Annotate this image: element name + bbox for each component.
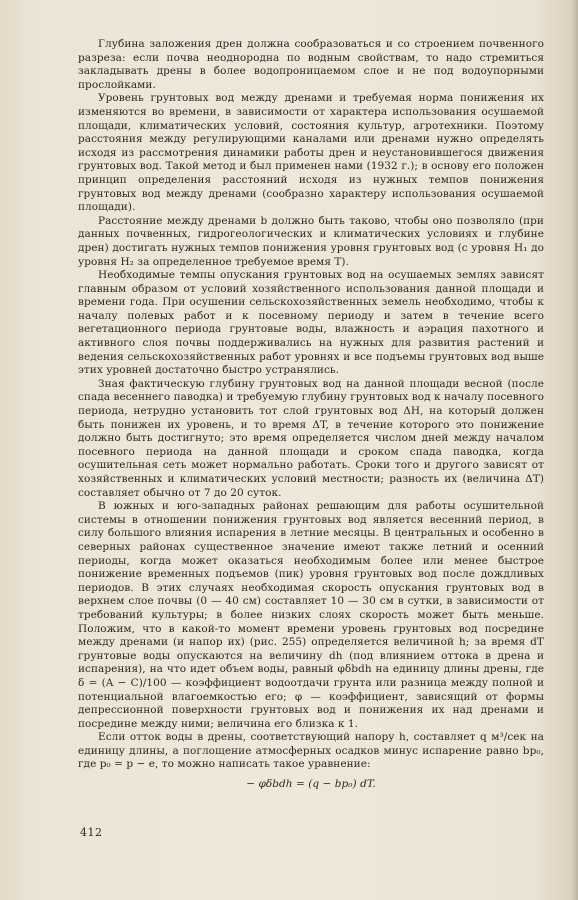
equation: − φδbdh = (q − bp₀) dT.: [246, 778, 376, 791]
page-body: [78, 38, 544, 792]
paragraph: Глубина заложения дрен должна сообразоваться и со строением почвенного разреза: если почва неоднородна по водным свойствам, то надо стремиться закладывать дрены в более водопроницаемом слое и не под водоупорными прослойками.: [78, 38, 544, 91]
paragraph: Зная фактическую глубину грунтовых вод на данной площади весной (после спада весеннего паводка) и требуемую глубину грунтовых вод к началу посевного периода, нетрудно установить тот слой грунтовых вод ΔH, на который должен быть понижен их уровень, и то время ΔT, в течение которого это понижение должно быть достигнуто; это время определяется числом дней между началом посевного периода на данной площади и сроком спада паводка, когда осушительная сеть может нормально работать. Сроки того и другого зависят от хозяйственных и климатических условий местности; разность их (величина ΔT) составляет обычно от 7 до 20 суток.: [78, 377, 544, 499]
page-edge-shadow: [570, 0, 578, 900]
paragraph: В южных и юго-западных районах решающим для работы осушительной системы в отношении понижения грунтовых вод является весенний период, в силу большого влияния испарения в летние месяцы. В центральных и особенно в северных районах существенное значение имеют также летний и осенний периоды, когда может оказаться необходимым более или менее быстрое понижение временных подъемов (пик) уровня грунтовых вод после дождливых периодов. В этих случаях необходимая скорость опускания грунтовых вод в верхнем слое почвы (0 — 40 см) составляет 10 — 30 см в сутки, в зависимости от требований культуры; в более низких слоях скорость может быть меньше. Положим, что в какой-то момент времени уровень грунтовых вод посредине между дренами (и напор их) (рис. 255) определяется величиной h; за время dT грунтовые воды опускаются на величину dh (под влиянием оттока в дрена и испарения), на что идет объем воды, равный φδbdh на единицу длины дрены, где δ = (A − C)/100 — коэффициент водоотдачи грунта или разница между полной и потенциальной влагоемкостью его; φ — коэффициент, зависящий от формы депрессионной поверхности грунтовых вод и понижения их над дренами и посредине между ними; величина его близка к 1.: [78, 500, 544, 730]
paragraph: Если отток воды в дрены, соответствующий напору h, составляет q м³/сек на единицу длины, а поглощение атмосферных осадков минус испарение равно bp₀, где p₀ = p − e, то можно написать такое уравнение:: [78, 731, 544, 771]
paragraph: Расстояние между дренами b должно быть таково, чтобы оно позволяло (при данных почвенных, гидрогеологических и климатических условиях и глубине дрен) достигать нужных темпов понижения уровня грунтовых вод (с уровня H₁ до уровня H₂ за определенное требуемое время T).: [78, 214, 544, 268]
page-number: 412: [80, 826, 103, 839]
paragraph: Необходимые темпы опускания грунтовых вод на осушаемых землях зависят главным образом от условий хозяйственного использования данной площади и времени года. При осушении сельскохозяйственных земель необходимо, чтобы к началу полевых работ и к посевному периоду и затем в течение всего вегетационного периода грунтовые воды, влажность и аэрация пахотного и активного слоя почвы поддерживались на нужных для развития растений и ведения сельскохозяйственных работ уровнях и все подъемы грунтовых вод выше этих уровней достаточно быстро устранялись.: [78, 269, 544, 377]
paragraph: Уровень грунтовых вод между дренами и требуемая норма понижения их изменяются во времени, в зависимости от характера использования осушаемой площади, климатических условий, состояния культур, агротехники. Поэтому расстояния между регулирующими каналами или дренами нужно определять исходя из рассмотрения динамики работы дрен и неустановившегося движения грунтовых вод. Такой метод и был применен нами (1932 г.); в основу его положен принцип определения расстояний исходя из нужных темпов понижения грунтовых вод между дренами (сообразно характеру использования осушаемой площади).: [78, 92, 544, 214]
